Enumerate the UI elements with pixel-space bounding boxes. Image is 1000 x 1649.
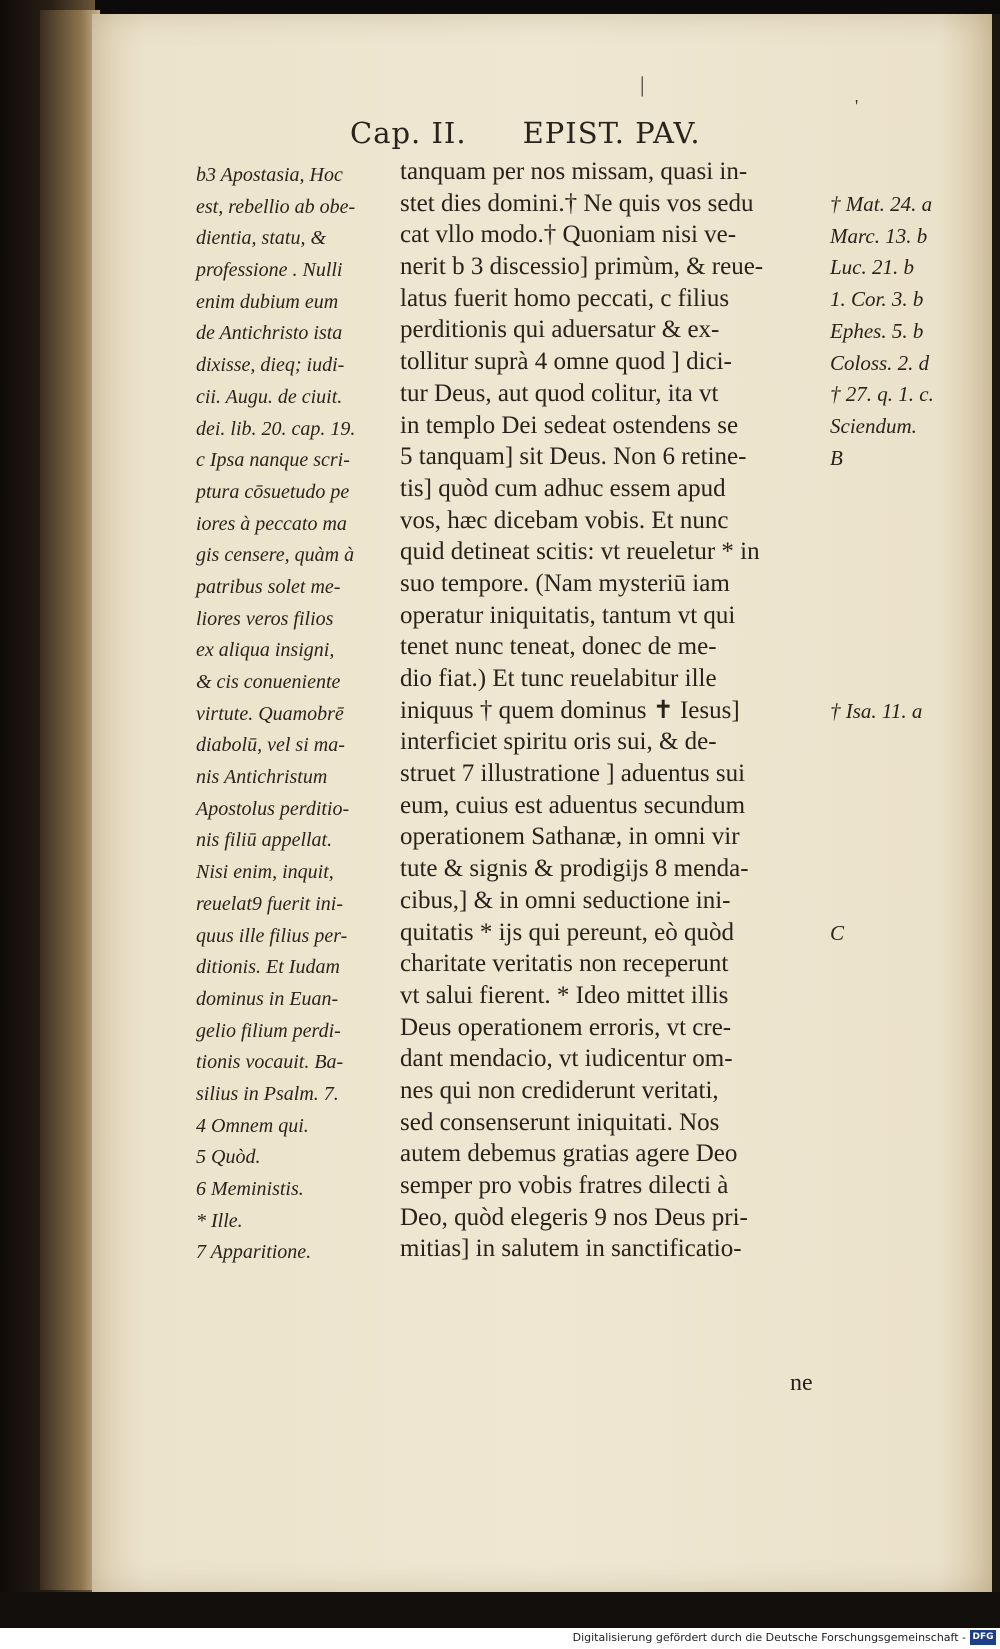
- text-line: tute & signis & prodigijs 8 menda-: [400, 855, 749, 883]
- dfg-logo: DFG: [970, 1630, 996, 1645]
- page-bottom-shadow: [0, 1592, 1000, 1628]
- margin-commentary-line: gis censere, quàm à: [196, 544, 355, 567]
- text-line: nes qui non crediderunt veritati,: [400, 1076, 719, 1104]
- scripture-reference: † Mat. 24. a: [830, 192, 933, 216]
- ink-mark: |: [640, 72, 645, 97]
- text-line: tis] quòd cum adhuc essem apud: [400, 474, 726, 502]
- ink-mark: ': [855, 96, 859, 116]
- text-line: cibus,] & in omni seductione ini-: [400, 886, 731, 914]
- text-line: vos, hæc dicebam vobis. Et nunc: [400, 506, 729, 534]
- scripture-reference: B: [830, 445, 843, 470]
- margin-commentary-line: liores veros filios: [196, 607, 334, 630]
- text-line: cat vllo modo.† Quoniam nisi ve-: [400, 221, 737, 249]
- text-line: nerit b 3 discessio] primùm, & reue-: [400, 253, 764, 281]
- text-line: quid detineat scitis: vt reueletur * in: [400, 538, 760, 566]
- margin-commentary-line: dominus in Euan-: [196, 987, 339, 1010]
- margin-commentary-line: dixisse, dieq; iudi-: [196, 354, 345, 377]
- scripture-reference: Ephes. 5. b: [830, 318, 924, 343]
- epistle-heading: EPIST. PAV.: [522, 116, 701, 150]
- scripture-reference: C: [830, 921, 845, 946]
- text-line: struet 7 illustratione ] aduentus sui: [400, 760, 746, 788]
- chapter-heading: Cap. II.: [350, 116, 467, 150]
- text-line: tollitur suprà 4 omne quod ] dici-: [400, 348, 732, 376]
- margin-commentary-line: Apostolus perditio-: [196, 797, 350, 820]
- margin-commentary-line: 6 Meministis.: [196, 1178, 304, 1200]
- text-line: interficiet spiritu oris sui, & de-: [400, 728, 717, 756]
- scripture-reference: Marc. 13. b: [830, 223, 928, 248]
- margin-commentary-line: 5 Quòd.: [196, 1146, 261, 1169]
- margin-commentary-line: * Ille.: [196, 1209, 243, 1232]
- text-line: tanquam per nos missam, quasi in-: [400, 158, 748, 185]
- catchword: ne: [790, 1370, 813, 1396]
- scripture-reference: 1. Cor. 3. b: [830, 287, 924, 312]
- running-header: [350, 116, 701, 150]
- margin-commentary-line: Nisi enim, inquit,: [196, 861, 334, 884]
- footer-bar: [0, 1628, 1000, 1649]
- text-line: operatur iniquitatis, tantum vt qui: [400, 601, 736, 629]
- text-line: iniquus † quem dominus ✝ Iesus]: [400, 696, 740, 724]
- margin-commentary-line: nis Antichristum: [196, 766, 328, 789]
- text-line: vt salui fierent. * Ideo mittet illis: [400, 981, 729, 1009]
- margin-commentary-line: de Antichristo ista: [196, 322, 343, 345]
- text-line: autem debemus gratias agere Deo: [400, 1140, 738, 1168]
- margin-commentary-line: ptura cōsuetudo pe: [196, 480, 350, 503]
- text-line: tenet nunc teneat, donec de me-: [400, 633, 717, 661]
- margin-commentary-line: reuelat9 fuerit ini-: [196, 892, 344, 915]
- margin-commentary-line: silius in Psalm. 7.: [196, 1082, 339, 1105]
- margin-commentary-line: ditionis. Et Iudam: [196, 956, 340, 979]
- text-line: Deus operationem erroris, vt cre-: [400, 1013, 732, 1041]
- margin-commentary-line: ex aliqua insigni,: [196, 639, 335, 662]
- scripture-reference: † Isa. 11. a: [830, 699, 923, 724]
- text-line: tur Deus, aut quod colitur, ita vt: [400, 379, 719, 407]
- text-line: quitatis * ijs qui pereunt, eò quòd: [400, 918, 734, 946]
- text-line: 5 tanquam] sit Deus. Non 6 retine-: [400, 443, 747, 471]
- margin-commentary-line: iores à peccato ma: [196, 512, 347, 535]
- margin-commentary-line: virtute. Quamobrē: [196, 702, 344, 725]
- margin-commentary-line: nis filiū appellat.: [196, 829, 333, 852]
- margin-commentary-line: gelio filium perdi-: [196, 1019, 341, 1042]
- text-line: Deo, quòd elegeris 9 nos Deus pri-: [400, 1203, 748, 1231]
- text-line: latus fuerit homo peccati, c filius: [400, 284, 730, 312]
- margin-commentary-line: b3 Apostasia, Hoc: [196, 164, 343, 186]
- text-line: operationem Sathanæ, in omni vir: [400, 823, 740, 851]
- text-line: stet dies domini.† Ne quis vos sedu: [400, 189, 754, 217]
- main-body-text: [400, 156, 840, 1265]
- margin-commentary-line: quus ille filius per-: [196, 924, 348, 947]
- text-line: perditionis qui aduersatur & ex-: [400, 316, 720, 344]
- book-cover-top: [0, 0, 1000, 14]
- scripture-reference: † 27. q. 1. c.: [830, 382, 934, 407]
- text-line: dio fiat.) Et tunc reuelabitur ille: [400, 665, 717, 692]
- text-line: mitias] in salutem in sanctificatio-: [400, 1235, 742, 1263]
- footer-credit: Digitalisierung gefördert durch die Deutsche Forschungsgemeinschaft -: [572, 1631, 966, 1644]
- text-line: suo tempore. (Nam mysteriū iam: [400, 569, 730, 597]
- margin-commentary-line: enim dubium eum: [196, 290, 339, 313]
- margin-commentary-line: 7 Apparitione.: [196, 1241, 312, 1264]
- margin-commentary-line: dei. lib. 20. cap. 19.: [196, 417, 356, 440]
- margin-commentary-line: & cis conueniente: [196, 671, 341, 693]
- scripture-reference: Coloss. 2. d: [830, 350, 930, 375]
- margin-commentary-line: 4 Omnem qui.: [196, 1114, 309, 1137]
- text-line: eum, cuius est aduentus secundum: [400, 791, 746, 819]
- margin-commentary-line: diabolū, vel si ma-: [196, 734, 345, 757]
- text-line: semper pro vobis fratres dilecti à: [400, 1172, 729, 1199]
- text-line: sed consenserunt iniquitati. Nos: [400, 1108, 720, 1136]
- left-margin-commentary: [196, 160, 396, 1269]
- scripture-reference: Luc. 21. b: [830, 255, 914, 280]
- scripture-reference: Sciendum.: [830, 413, 917, 438]
- margin-commentary-line: patribus solet me-: [196, 575, 341, 598]
- text-line: dant mendacio, vt iudicentur om-: [400, 1045, 733, 1073]
- margin-commentary-line: c Ipsa nanque scri-: [196, 449, 350, 472]
- text-line: charitate veritatis non receperunt: [400, 950, 729, 978]
- margin-commentary-line: cii. Augu. de ciuit.: [196, 385, 343, 408]
- margin-commentary-line: professione . Nulli: [196, 259, 343, 282]
- text-line: in templo Dei sedeat ostendens se: [400, 411, 739, 439]
- margin-commentary-line: dientia, statu, &: [196, 227, 326, 250]
- page-edge-stack: [40, 10, 100, 1590]
- margin-commentary-line: est, rebellio ab obe-: [196, 195, 356, 218]
- margin-commentary-line: tionis vocauit. Ba-: [196, 1051, 344, 1074]
